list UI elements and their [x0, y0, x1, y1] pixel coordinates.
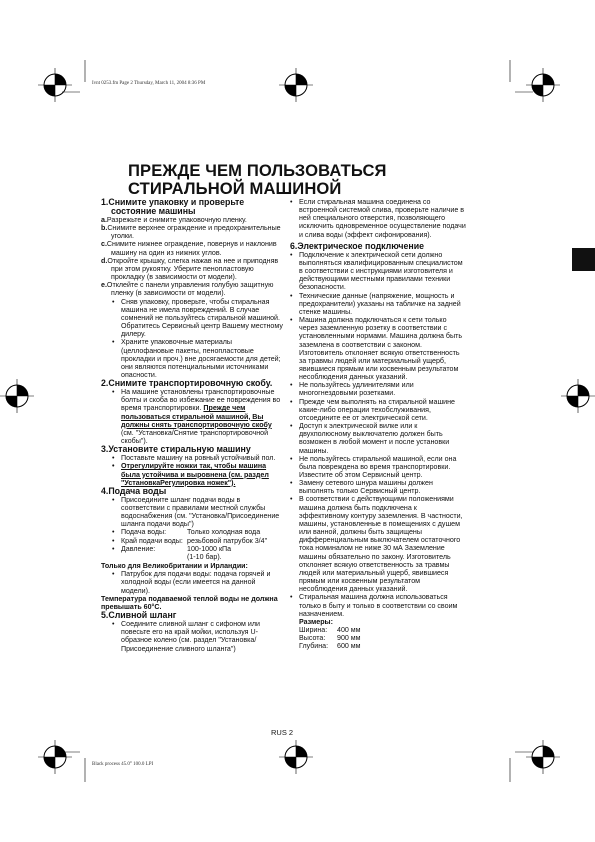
spec-label-pressure: • Давление:	[121, 544, 156, 553]
chapter-tab-marker	[572, 248, 595, 271]
drain-siphon-bullet: • Если стиральная машина соединена со встроенной системой слива, проверьте наличие в ней специального отверстия, позволяющего исключить одновременное осуществление подачи и слива воды (эффект сифонирования).	[290, 198, 467, 239]
section-6-heading: 6.Электрическое подключение	[290, 240, 425, 251]
section-3-bullet-2: • Отрегулируйте ножки так, чтобы машина была устойчива и выровнена (см. раздел "УстановкаРегулировка ножек").	[101, 462, 283, 486]
uk-ireland-bullet: • Патрубок для подачи воды: подача горячей и холодной воды (если имеется на данной модели).	[101, 570, 283, 594]
dimensions-block	[290, 618, 467, 651]
left-column	[101, 198, 283, 653]
dimension-value-width: 400 мм	[337, 625, 361, 634]
section-6-bullet-9: • В соответствии с действующими положениями машина должна быть подключена к эффективному контуру заземления. В частности, машины, установленные в помещениях с душем или ванной, должны быть защищены дифференциальным выключателем остаточного тока номиналом не ниже 30 мА Заземление машины обязательно по закону. Изготовитель отклоняет всякую ответственность за травмы людей или материальный ущерб, явившиеся прямым или косвенным результатом несоблюдения данных указаний.	[290, 495, 467, 593]
dimension-row-width	[299, 626, 467, 634]
section-6-bullet-4: • Не пользуйтесь удлинителями или многогнездовыми розетками.	[290, 381, 467, 397]
section-2-bullet-1-bold: Прежде чем пользоваться стиральной машиной, Вы должны снять транспортировочную скобу	[121, 404, 272, 429]
warm-water-temperature-note: Температура подаваемой теплой воды не должна превышать 60°C.	[101, 594, 278, 611]
page-title	[128, 162, 387, 197]
dimension-label-width: Ширина:	[299, 625, 328, 634]
page-number: RUS 2	[271, 728, 294, 737]
dimension-label-height: Высота:	[299, 634, 326, 643]
section-2-bullet-1-plain: На машине установлены транспортировочные болты и скоба во избежание ее повреждения во время транспортировки.	[121, 388, 281, 413]
step-d-text: Откройте крышку, слегка нажав на нее и приподняв при этом рукоятку. Уберите пенопластовую прокладку (в зависимости от модели).	[107, 256, 279, 282]
section-1-bullet-1: • Сняв упаковку, проверьте, чтобы стиральная машина не имела повреждений. В случае сомнений не пользуйтесь стиральной машиной. Обратитесь Сервисный центр Вашему местному дилеру.	[101, 298, 283, 339]
dimension-row-depth	[299, 642, 467, 650]
spec-label-water-supply: • Подача воды:	[121, 528, 167, 537]
spec-row-inlet	[101, 537, 283, 545]
section-6-bullet-7: • Не пользуйтесь стиральной машиной, если она была повреждена во время транспортировки. Известите об этом Сервисный центр.	[290, 455, 467, 479]
section-6-bullet-1: • Подключение к электрической сети должно выполняться квалифицированным специалистом в соответствии с инструкциями изготовителя и действующими местными правилами техники безопасности.	[290, 251, 467, 292]
spec-label-inlet: • Край подачи воды:	[121, 536, 183, 545]
step-d-letter: d.	[101, 256, 108, 265]
title-line-2: СТИРАЛЬНОЙ МАШИНОЙ	[128, 178, 342, 198]
uk-ireland-heading: Только для Великобритании и Ирландии:	[101, 562, 248, 571]
section-6-bullet-2: • Технические данные (напряжение, мощность и предохранители) указаны на табличке на задней стенке машины.	[290, 292, 467, 316]
step-a-text: Разрежьте и снимите упаковочную пленку.	[106, 216, 247, 224]
step-b-letter: b.	[101, 224, 108, 233]
section-6-bullet-6: • Доступ к электрической вилке или к двухполюсному выключателю должен быть возможен в любой момент и после установки машины.	[290, 422, 467, 455]
section-2-bullet-1-tail: (см. "Установка/Снятие транспортировочной скобы").	[121, 428, 269, 446]
step-a-letter: a.	[101, 216, 107, 224]
step-d	[101, 257, 283, 281]
section-5-heading: 5.Сливной шланг	[101, 610, 177, 621]
section-6-bullet-5: • Прежде чем выполнять на стиральной машине какие-либо операции техобслуживания, отсоедините ее от электрической сети.	[290, 398, 467, 422]
spec-value-pressure-bar: (1-10 бар).	[187, 552, 222, 561]
step-b-text: Снимите верхнее ограждение и предохранительные уголки.	[107, 224, 281, 241]
slug-bottom: Black process 45.0° 100.0 LPI	[92, 762, 154, 767]
step-c-letter: c.	[101, 240, 107, 249]
slug-top: Ivnt 0253.fm Page 2 Thursday, March 11, 2004 8:36 PM	[92, 81, 206, 86]
step-e-letter: e.	[101, 281, 107, 290]
section-4-heading: 4.Подача воды	[101, 485, 167, 496]
dimensions-heading: Размеры:	[299, 617, 333, 626]
right-column	[290, 198, 467, 650]
section-6-bullet-3: • Машина должна подключаться к сети только через заземленную розетку в соответствии с установленными нормами. Машина должна быть заземлена в соответствии с законом. Изготовитель отклоняет всякую ответственность за травмы людей или материальный ущерб, явившиеся прямым или косвенным результатом несоблюдения данных указаний.	[290, 316, 467, 381]
section-5-bullet-1: • Соедините сливной шланг с сифоном или повесьте его на край мойки, используя U-образное колено (см. раздел "Установка/Присоединение сливного шланга")	[101, 620, 283, 653]
title-line-1: ПРЕЖДЕ ЧЕМ ПОЛЬЗОВАТЬСЯ	[128, 161, 387, 180]
step-c-text: Снимите нижнее ограждение, повернув и наклонив машину на один из нижних углов.	[106, 240, 277, 257]
step-c	[101, 240, 283, 256]
section-2-heading: 2.Снимите транспортировочную скобу.	[101, 378, 273, 389]
dimension-label-depth: Глубина:	[299, 642, 329, 651]
step-b	[101, 224, 283, 240]
section-2-bullet-1	[101, 388, 283, 445]
section-4-bullet-1: • Присоедините шланг подачи воды в соответствии с правилами местной службы водоснабжения (см. "Установка/Присоединение шланга подачи воды")	[101, 496, 283, 529]
dimension-value-height: 900 мм	[337, 634, 361, 643]
step-a	[101, 216, 283, 224]
step-e	[101, 281, 283, 297]
spec-row-water-supply	[101, 528, 283, 536]
section-6-bullet-10: • Стиральная машина должна использоваться только в быту и только в соответствии со своим назначением.	[290, 593, 467, 617]
spec-value-pressure-kpa: 100-1000 кПа	[187, 544, 232, 553]
section-1-heading: 1.Снимите упаковку и проверьте состояние машины	[101, 197, 245, 216]
spec-value-pressure	[187, 545, 231, 561]
step-e-text: Отклейте с панели управления голубую защитную пленку (в зависимости от модели).	[106, 281, 274, 298]
dimension-row-height	[299, 634, 467, 642]
spec-row-pressure	[101, 545, 283, 561]
dimension-value-depth: 600 мм	[337, 642, 361, 651]
section-1-bullet-2: • Храните упаковочные материалы (целлофановые пакеты, пенопластовые прокладки и проч.) вне досягаемости для детей; они являются потенциальными источниками опасности.	[101, 338, 283, 379]
section-3-bullet-1: • Поставьте машину на ровный устойчивый пол.	[101, 454, 283, 462]
spec-value-water-supply: Только холодная вода	[187, 528, 261, 537]
section-3-heading: 3.Установите стиральную машину	[101, 444, 251, 455]
spec-value-inlet: резьбовой патрубок 3/4"	[187, 536, 268, 545]
section-6-bullet-8: • Замену сетевого шнура машины должен выполнять только Сервисный центр.	[290, 479, 467, 495]
